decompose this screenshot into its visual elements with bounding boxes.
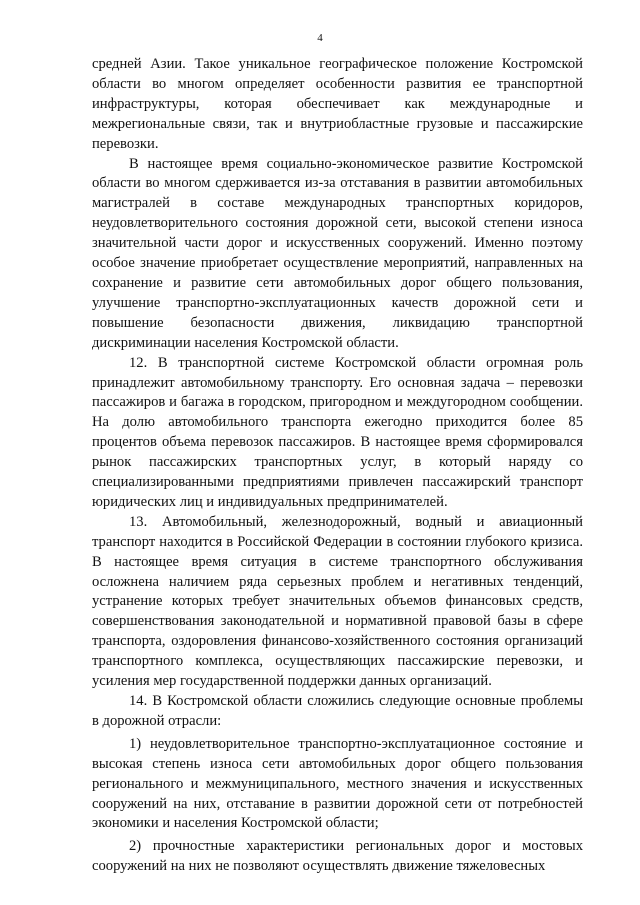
- paragraph-item-14: 14. В Костромской области сложились следующие основные проблемы в дорожной отрасли:: [92, 693, 583, 729]
- paragraph-item-12: 12. В транспортной системе Костромской области огромная роль принадлежит автомобильному транспорту. Его основная задача – перевозки пассажиров и багажа в городском, пригородном и междугородном сообщении. На долю автомобильного транспорта ежегодно приходится более 85 процентов объема перевозок пассажиров. В настоящее время сформировался рынок пассажирских транспортных услуг, в который наряду со специализированными предприятиями привлечен пассажирский транспорт юридических лиц и индивидуальных предпринимателей.: [92, 354, 583, 510]
- page-number: 4: [317, 32, 323, 44]
- list-item-2: 2) прочностные характеристики региональных дорог и мостовых сооружений на них не позволяют осуществлять движение тяжеловесных: [92, 838, 583, 875]
- paragraph-socioeconomic: В настоящее время социально-экономическое развитие Костромской области во многом сдерживается из-за отставания в развитии автомобильных магистралей в составе международных транспортных коридоров, неудовлетворительного состояния дорожной сети, высокой степени износа значительной части дорог и искусственных сооружений. Именно поэтому особое значение приобретает осуществление мероприятий, направленных на сохранение и развитие сети автомобильных дорог общего пользования, улучшение транспортно-эксплуатационных качеств дорожной сети и повышение безопасности движения, ликвидацию транспортной дискриминации населения Костромской области.: [92, 155, 583, 351]
- list-item-1: 1) неудовлетворительное транспортно-эксплуатационное состояние и высокая степень износа сети автомобильных дорог общего пользования регионального и межмуниципального, местного значения и искусственных сооружений на них, отставание в развитии дорожной сети от потребностей экономики и населения Костромской области;: [92, 735, 583, 832]
- paragraph-item-13: 13. Автомобильный, железнодорожный, водный и авиационный транспорт находится в Российской Федерации в состоянии глубокого кризиса. В настоящее время ситуация в системе транспортного обслуживания осложнена наличием ряда серьезных проблем и негативных тенденций, устранение которых требует значительных объемов финансовых средств, совершенствования законодательной и нормативной правовой базы в сфере транспорта, оздоровления финансово-хозяйственного состояния организаций транспортного комплекса, осуществляющих пассажирские перевозки, и усиления мер государственной поддержки данных организаций.: [92, 513, 583, 690]
- document-body: [92, 55, 583, 877]
- paragraph-continuation: средней Азии. Такое уникальное географическое положение Костромской области во многом определяет особенности развития ее транспортной инфраструктуры, которая обеспечивает как международные и межрегиональные связи, так и внутриобластные грузовые и пассажирские перевозки.: [92, 56, 583, 152]
